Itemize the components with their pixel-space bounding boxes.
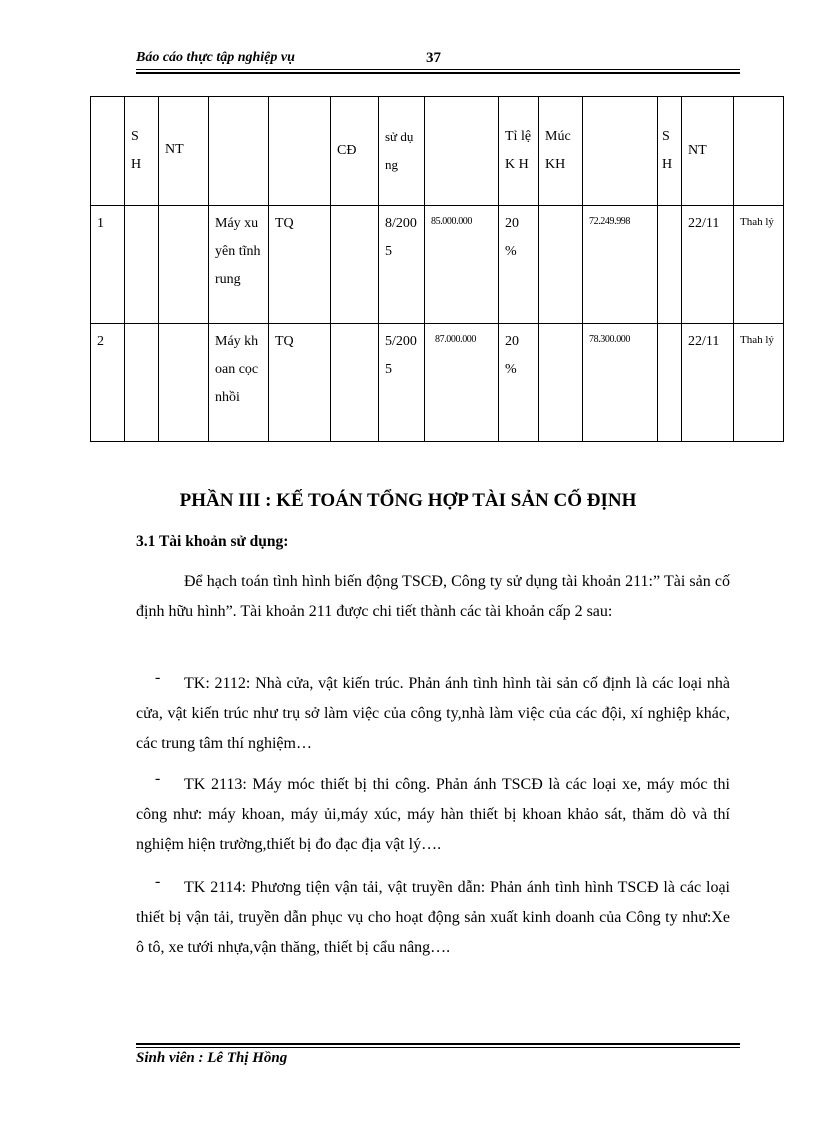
row-number: 2 <box>91 324 125 442</box>
header-rule-thin <box>136 69 740 70</box>
table-cell <box>159 324 209 442</box>
table-header-cell <box>583 97 658 206</box>
intro-paragraph: Để hạch toán tình hình biến động TSCĐ, Công ty sử dụng tài khoản 211:” Tài sản cố định hữu hình”. Tài khoản 211 được chi tiết thành các tài khoản cấp 2 sau: <box>136 573 730 620</box>
date-used: 5/2005 <box>379 324 425 442</box>
footer-rule-thin <box>136 1047 740 1048</box>
table-cell <box>125 206 159 324</box>
table-cell <box>331 324 379 442</box>
footer-rule-thick <box>136 1043 740 1045</box>
table-header-cell <box>425 97 499 206</box>
page-number: 37 <box>426 50 441 66</box>
table-header-cell: NT <box>159 97 209 206</box>
asset-name: Máy khoan cọc nhồi <box>209 324 269 442</box>
table-cell <box>658 324 682 442</box>
depreciation-rate: 20 % <box>499 324 539 442</box>
report-title: Báo cáo thực tập nghiệp vụ <box>136 50 295 65</box>
disposal-date: 22/11 <box>682 206 734 324</box>
bullet-marker: - <box>155 770 161 787</box>
accumulated-depreciation: 72.249.998 <box>583 206 658 324</box>
original-value: 87.000.000 <box>425 324 499 442</box>
disposal-date: 22/11 <box>682 324 734 442</box>
bullet-item: TK 2114: Phương tiện vận tải, vật truyền dẫn: Phản ánh tình hình TSCĐ là các loại thiết bị vận tải, truyền dẫn phục vụ cho hoạt động sản xuất kinh doanh của Công ty như:Xe ô tô, xe tưới nhựa,vận thăng, thiết bị cẩu nâng…. <box>136 879 730 956</box>
table-cell <box>331 206 379 324</box>
asset-origin: TQ <box>269 206 331 324</box>
depreciation-rate: 20 % <box>499 206 539 324</box>
bullet-marker: - <box>155 669 161 686</box>
original-value: 85.000.000 <box>425 206 499 324</box>
page-header <box>136 48 740 74</box>
table-header-cell: Múc KH <box>539 97 583 206</box>
table-row <box>91 206 784 324</box>
table-header-cell: Tỉ lệ K H <box>499 97 539 206</box>
table-header-cell: S H <box>125 97 159 206</box>
asset-name: Máy xuyên tĩnh rung <box>209 206 269 324</box>
table-cell <box>539 206 583 324</box>
asset-origin: TQ <box>269 324 331 442</box>
row-number: 1 <box>91 206 125 324</box>
accumulated-depreciation: 78.300.000 <box>583 324 658 442</box>
subheading: 3.1 Tài khoản sử dụng: <box>136 533 289 550</box>
table-cell <box>658 206 682 324</box>
table-header-cell <box>734 97 784 206</box>
disposal-note: Thah lý <box>734 206 784 324</box>
bullet-marker: - <box>155 873 161 890</box>
table-header-cell: CĐ <box>331 97 379 206</box>
header-rule-thick <box>136 72 740 74</box>
table-header-cell <box>209 97 269 206</box>
table-cell <box>125 324 159 442</box>
table-cell <box>159 206 209 324</box>
table-header-cell: NT <box>682 97 734 206</box>
bullet-item: TK: 2112: Nhà cửa, vật kiến trúc. Phản ánh tình hình tài sản cố định là các loại nhà cửa, vật kiến trúc như trụ sở làm việc của công ty,nhà làm việc của các đội, xí nghiệp khác, các trung tâm thí nghiệm… <box>136 675 730 752</box>
section-title: PHẦN III : KẾ TOÁN TỔNG HỢP TÀI SẢN CỐ ĐỊNH <box>179 490 637 511</box>
table-header-cell <box>91 97 125 206</box>
table-header-row <box>91 97 784 206</box>
student-name: Sinh viên : Lê Thị Hồng <box>136 1050 288 1066</box>
table-header-cell: S H <box>658 97 682 206</box>
date-used: 8/2005 <box>379 206 425 324</box>
bullet-item: TK 2113: Máy móc thiết bị thi công. Phản ánh TSCĐ là các loại xe, máy móc thi công như: máy khoan, máy ủi,máy xúc, máy hàn thiết bị khoan khảo sát, thăm dò và thí nghiệm hiện trường,thiết bị đo đạc địa vật lý…. <box>136 776 730 853</box>
table-row <box>91 324 784 442</box>
table-cell <box>539 324 583 442</box>
table-header-cell: sử dụng <box>379 97 425 206</box>
table-header-cell <box>269 97 331 206</box>
disposal-note: Thah lý <box>734 324 784 442</box>
fixed-asset-table <box>90 96 784 442</box>
